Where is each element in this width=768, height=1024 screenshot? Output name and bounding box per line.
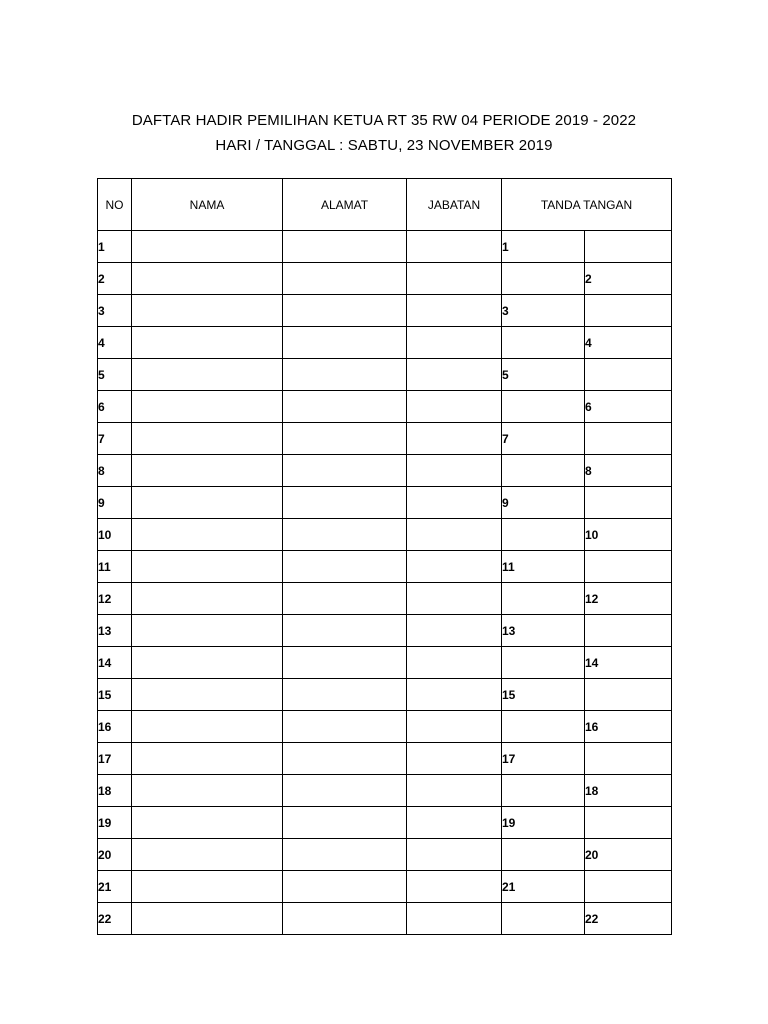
row-number: 21: [98, 871, 132, 903]
signature-cell-right: [585, 231, 672, 263]
alamat-cell: [283, 615, 407, 647]
signature-cell-left: [502, 903, 585, 935]
table-row: [98, 551, 672, 583]
table-row: [98, 519, 672, 551]
signature-cell-left: 13: [502, 615, 585, 647]
alamat-cell: [283, 327, 407, 359]
signature-cell-right: 16: [585, 711, 672, 743]
nama-cell: [132, 743, 283, 775]
nama-cell: [132, 647, 283, 679]
row-number: 16: [98, 711, 132, 743]
table-body: [98, 231, 672, 935]
signature-cell-left: 1: [502, 231, 585, 263]
table-row: [98, 743, 672, 775]
jabatan-cell: [407, 231, 502, 263]
signature-cell-right: [585, 743, 672, 775]
row-number: 4: [98, 327, 132, 359]
jabatan-cell: [407, 903, 502, 935]
table-row: [98, 583, 672, 615]
nama-cell: [132, 327, 283, 359]
header-nama: NAMA: [132, 179, 283, 231]
nama-cell: [132, 583, 283, 615]
signature-cell-right: [585, 551, 672, 583]
alamat-cell: [283, 519, 407, 551]
signature-cell-right: [585, 679, 672, 711]
signature-cell-left: [502, 327, 585, 359]
jabatan-cell: [407, 711, 502, 743]
table-row: [98, 775, 672, 807]
table-row: [98, 807, 672, 839]
nama-cell: [132, 839, 283, 871]
signature-cell-left: [502, 711, 585, 743]
jabatan-cell: [407, 583, 502, 615]
title-line-2: HARI / TANGGAL : SABTU, 23 NOVEMBER 2019: [215, 137, 553, 154]
signature-cell-right: [585, 359, 672, 391]
table-row: [98, 423, 672, 455]
signature-cell-left: 9: [502, 487, 585, 519]
document-title: [0, 108, 768, 158]
signature-cell-left: 7: [502, 423, 585, 455]
nama-cell: [132, 359, 283, 391]
jabatan-cell: [407, 423, 502, 455]
header-jabatan: JABATAN: [407, 179, 502, 231]
nama-cell: [132, 711, 283, 743]
jabatan-cell: [407, 807, 502, 839]
row-number: 3: [98, 295, 132, 327]
table-row: [98, 871, 672, 903]
alamat-cell: [283, 295, 407, 327]
nama-cell: [132, 487, 283, 519]
signature-cell-left: 3: [502, 295, 585, 327]
signature-cell-right: 22: [585, 903, 672, 935]
signature-cell-left: [502, 391, 585, 423]
nama-cell: [132, 807, 283, 839]
jabatan-cell: [407, 327, 502, 359]
signature-cell-left: [502, 839, 585, 871]
header-no: NO: [98, 179, 132, 231]
table-row: [98, 487, 672, 519]
alamat-cell: [283, 807, 407, 839]
row-number: 17: [98, 743, 132, 775]
nama-cell: [132, 455, 283, 487]
alamat-cell: [283, 551, 407, 583]
row-number: 5: [98, 359, 132, 391]
alamat-cell: [283, 487, 407, 519]
row-number: 1: [98, 231, 132, 263]
jabatan-cell: [407, 391, 502, 423]
signature-cell-right: 4: [585, 327, 672, 359]
signature-cell-left: 15: [502, 679, 585, 711]
signature-cell-right: 14: [585, 647, 672, 679]
signature-cell-right: 2: [585, 263, 672, 295]
alamat-cell: [283, 647, 407, 679]
header-tanda-tangan: TANDA TANGAN: [502, 179, 672, 231]
signature-cell-left: 17: [502, 743, 585, 775]
alamat-cell: [283, 711, 407, 743]
table-row: [98, 679, 672, 711]
signature-cell-left: [502, 263, 585, 295]
signature-cell-right: 6: [585, 391, 672, 423]
alamat-cell: [283, 231, 407, 263]
nama-cell: [132, 231, 283, 263]
nama-cell: [132, 423, 283, 455]
jabatan-cell: [407, 295, 502, 327]
row-number: 2: [98, 263, 132, 295]
table-row: [98, 327, 672, 359]
row-number: 10: [98, 519, 132, 551]
row-number: 18: [98, 775, 132, 807]
nama-cell: [132, 519, 283, 551]
table-row: [98, 455, 672, 487]
alamat-cell: [283, 871, 407, 903]
signature-cell-left: 11: [502, 551, 585, 583]
nama-cell: [132, 391, 283, 423]
signature-cell-left: 19: [502, 807, 585, 839]
alamat-cell: [283, 775, 407, 807]
nama-cell: [132, 551, 283, 583]
alamat-cell: [283, 359, 407, 391]
alamat-cell: [283, 423, 407, 455]
nama-cell: [132, 871, 283, 903]
row-number: 19: [98, 807, 132, 839]
alamat-cell: [283, 679, 407, 711]
jabatan-cell: [407, 519, 502, 551]
jabatan-cell: [407, 455, 502, 487]
jabatan-cell: [407, 647, 502, 679]
signature-cell-left: [502, 519, 585, 551]
table-row: [98, 711, 672, 743]
table-row: [98, 359, 672, 391]
signature-cell-right: [585, 615, 672, 647]
row-number: 20: [98, 839, 132, 871]
attendance-table: [97, 178, 672, 935]
table-row: [98, 391, 672, 423]
signature-cell-left: 5: [502, 359, 585, 391]
table-row: [98, 295, 672, 327]
signature-cell-right: [585, 487, 672, 519]
row-number: 6: [98, 391, 132, 423]
row-number: 12: [98, 583, 132, 615]
jabatan-cell: [407, 839, 502, 871]
nama-cell: [132, 775, 283, 807]
alamat-cell: [283, 743, 407, 775]
signature-cell-left: [502, 775, 585, 807]
nama-cell: [132, 615, 283, 647]
alamat-cell: [283, 903, 407, 935]
jabatan-cell: [407, 743, 502, 775]
signature-cell-left: [502, 455, 585, 487]
table-row: [98, 647, 672, 679]
signature-cell-right: 20: [585, 839, 672, 871]
row-number: 11: [98, 551, 132, 583]
row-number: 9: [98, 487, 132, 519]
table-row: [98, 615, 672, 647]
row-number: 15: [98, 679, 132, 711]
alamat-cell: [283, 391, 407, 423]
nama-cell: [132, 295, 283, 327]
signature-cell-right: [585, 871, 672, 903]
row-number: 7: [98, 423, 132, 455]
nama-cell: [132, 263, 283, 295]
signature-cell-right: 12: [585, 583, 672, 615]
row-number: 22: [98, 903, 132, 935]
title-line-1: DAFTAR HADIR PEMILIHAN KETUA RT 35 RW 04 PERIODE 2019 - 2022: [131, 112, 637, 129]
header-alamat: ALAMAT: [283, 179, 407, 231]
signature-cell-left: 21: [502, 871, 585, 903]
signature-cell-right: 18: [585, 775, 672, 807]
nama-cell: [132, 679, 283, 711]
alamat-cell: [283, 583, 407, 615]
signature-cell-left: [502, 583, 585, 615]
signature-cell-right: 8: [585, 455, 672, 487]
nama-cell: [132, 903, 283, 935]
alamat-cell: [283, 839, 407, 871]
jabatan-cell: [407, 871, 502, 903]
table-row: [98, 839, 672, 871]
jabatan-cell: [407, 615, 502, 647]
signature-cell-right: [585, 807, 672, 839]
jabatan-cell: [407, 679, 502, 711]
signature-cell-left: [502, 647, 585, 679]
jabatan-cell: [407, 487, 502, 519]
row-number: 8: [98, 455, 132, 487]
signature-cell-right: 10: [585, 519, 672, 551]
table-header-row: [98, 179, 672, 231]
jabatan-cell: [407, 359, 502, 391]
jabatan-cell: [407, 551, 502, 583]
alamat-cell: [283, 263, 407, 295]
row-number: 13: [98, 615, 132, 647]
signature-cell-right: [585, 295, 672, 327]
jabatan-cell: [407, 263, 502, 295]
table-row: [98, 231, 672, 263]
row-number: 14: [98, 647, 132, 679]
table-row: [98, 263, 672, 295]
jabatan-cell: [407, 775, 502, 807]
table-row: [98, 903, 672, 935]
alamat-cell: [283, 455, 407, 487]
signature-cell-right: [585, 423, 672, 455]
